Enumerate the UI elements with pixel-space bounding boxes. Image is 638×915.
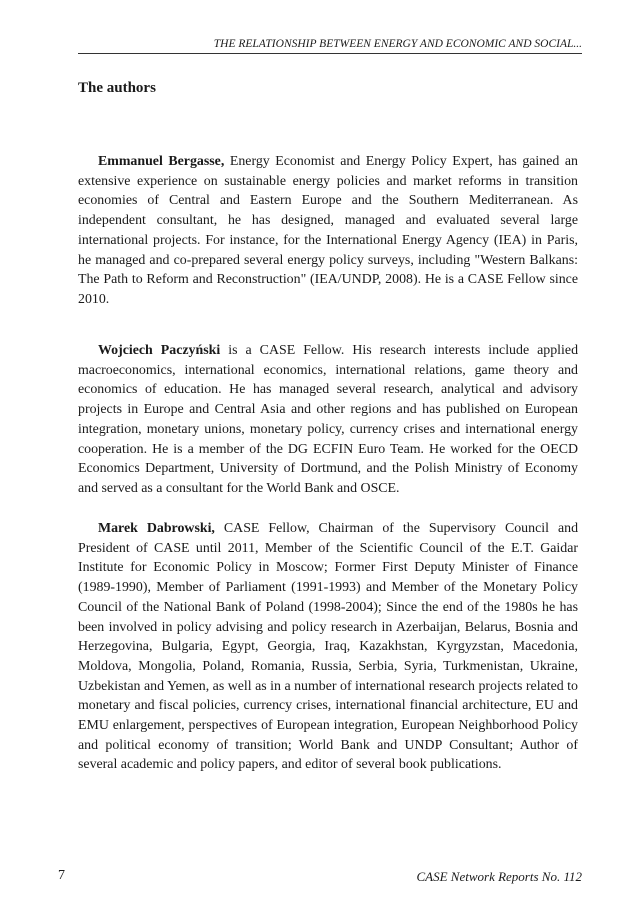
- author-bio-text: is a CASE Fellow. His research interests include applied macroeconomics, international economics, international relations, game theory and economics of education. He has managed several research, analytical and advisory projects in Europe and Central Asia and other regions and has published on European integration, monetary unions, monetary policy, currency crises and international energy cooperation. He is a member of the DG ECFIN Euro Team. He worked for the OECD Economics Department, University of Dortmund, and the Polish Ministry of Economy and served as a consultant for the World Bank and OSCE.: [78, 343, 579, 496]
- author-name: Marek Dabrowski,: [98, 521, 215, 536]
- series-footer: CASE Network Reports No. 112: [416, 869, 582, 884]
- author-bio-paczynski: [78, 341, 578, 499]
- author-bio-text: CASE Fellow, Chairman of the Supervisory Council and President of CASE until 2011, Member of the Scientific Council of the E.T. Gaidar Institute for Economic Policy in Moscow; Former First Deputy Minister of Finance (1989-1990), Member of Parliament (1991-1993) and Member of the Monetary Policy Council of the National Bank of Poland (1998-2004); Since the end of the 1980s he has been involved in policy advising and policy research in Azerbaijan, Belarus, Bosnia and Herzegovina, Bulgaria, Egypt, Georgia, Iraq, Kazakhstan, Kyrgyzstan, Macedonia, Moldova, Mongolia, Poland, Romania, Russia, Serbia, Syria, Turkmenistan, Ukraine, Uzbekistan and Yemen, as well as in a number of international research projects related to monetary and fiscal policies, currency crises, international financial architecture, EU and EMU enlargement, perspectives of European integration, European Neighborhood Policy and political economy of transition; World Bank and UNDP Consultant; Author of several academic and policy papers, and editor of several book publications.: [78, 521, 579, 773]
- page-number: 7: [58, 868, 65, 883]
- section-title: The authors: [78, 80, 156, 96]
- author-name: Emmanuel Bergasse,: [98, 154, 225, 169]
- author-bio-bergasse: [78, 152, 578, 310]
- author-bio-text: Energy Economist and Energy Policy Expert, has gained an extensive experience on sustainable energy policies and market reforms in transition economies of Central and Eastern Europe and the Southern Mediterranean. As independent consultant, he has designed, managed and evaluated several large international projects. For instance, for the International Energy Agency (IEA) in Paris, he managed and co-prepared several energy policy surveys, including "Western Balkans: The Path to Reform and Reconstruction" (IEA/UNDP, 2008). He is a CASE Fellow since 2010.: [78, 154, 578, 307]
- running-header: THE RELATIONSHIP BETWEEN ENERGY AND ECONOMIC AND SOCIAL...: [78, 37, 582, 54]
- author-name: Wojciech Paczyński: [98, 343, 221, 358]
- author-bio-dabrowski: [78, 519, 578, 775]
